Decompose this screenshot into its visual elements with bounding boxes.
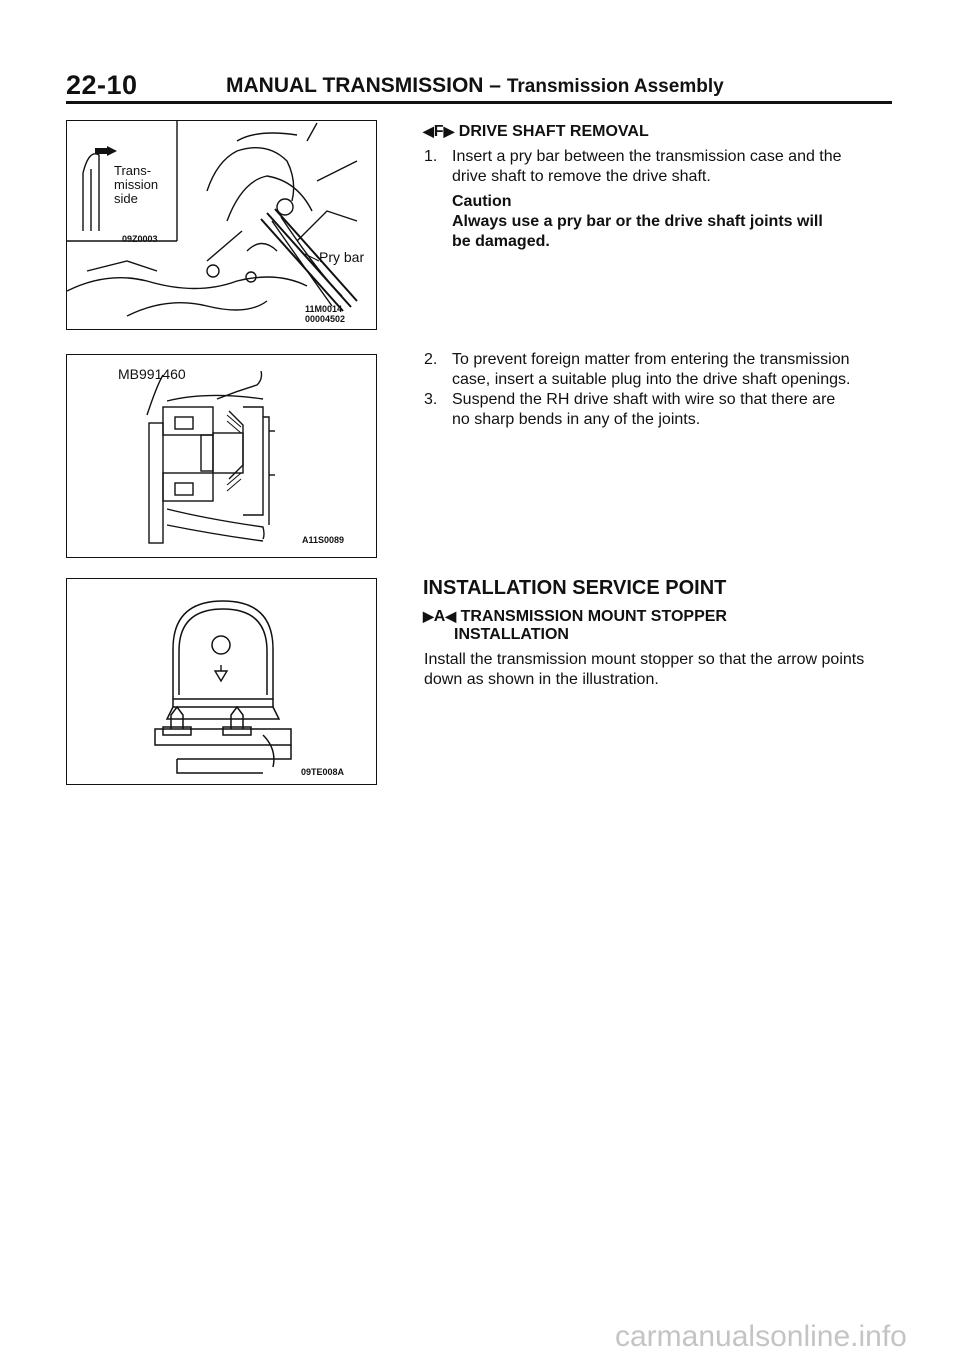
page-number: 22-10 <box>66 70 138 100</box>
installation-subheading <box>423 606 727 627</box>
title-main: MANUAL TRANSMISSION <box>226 74 484 97</box>
installation-marker: A <box>433 608 446 625</box>
header-rule <box>66 101 892 104</box>
step2-line1: To prevent foreign matter from entering the transmission <box>452 351 850 368</box>
marker-right-triangle-icon: ▶ <box>443 123 455 139</box>
section-f-marker: F <box>433 123 444 140</box>
installation-sub-line2: INSTALLATION <box>454 626 569 643</box>
title-dash: – <box>489 74 501 97</box>
installation-sub-line1: TRANSMISSION MOUNT STOPPER <box>460 608 727 625</box>
installation-body-line2: down as shown in the illustration. <box>424 671 659 688</box>
page-title <box>226 74 724 98</box>
label-side: side <box>114 191 138 206</box>
label-tool-mb991460: MB991460 <box>118 366 186 382</box>
label-tool-code: 09Z0003 <box>122 234 158 244</box>
caution-line2: be damaged. <box>452 233 550 250</box>
step3-number: 3. <box>424 391 438 408</box>
step3-line2: no sharp bends in any of the joints. <box>452 411 701 428</box>
marker-left-triangle-icon: ◀ <box>423 123 434 139</box>
installation-heading: INSTALLATION SERVICE POINT <box>423 577 727 599</box>
caution-title: Caution <box>452 193 512 210</box>
section-f-title: DRIVE SHAFT REMOVAL <box>458 123 649 140</box>
figure1-code-1: 11M0014 <box>305 304 343 314</box>
step1-line2: drive shaft to remove the drive shaft. <box>452 168 711 185</box>
figure2-code: A11S0089 <box>302 535 345 545</box>
installation-body-line1: Install the transmission mount stopper so that the arrow points <box>424 651 865 668</box>
step2-line2: case, insert a suitable plug into the drive shaft openings. <box>452 371 851 388</box>
marker-left-triangle-icon: ◀ <box>445 608 457 624</box>
caution-line1: Always use a pry bar or the drive shaft joints will <box>452 213 823 230</box>
step2-number: 2. <box>424 351 438 368</box>
title-sub: Transmission Assembly <box>506 76 724 97</box>
figure-drive-shaft-removal <box>66 120 377 330</box>
figure3-drawing <box>67 579 378 786</box>
label-trans: Trans- <box>114 163 152 178</box>
step1-line1: Insert a pry bar between the transmission case and the <box>452 148 842 165</box>
step3-line1: Suspend the RH drive shaft with wire so that there are <box>452 391 836 408</box>
marker-right-triangle-icon: ▶ <box>423 608 434 624</box>
figure3-code: 09TE008A <box>301 767 345 777</box>
figure-drive-shaft-plug <box>66 354 377 558</box>
section-f-heading <box>423 121 649 142</box>
label-mission: mission <box>114 177 159 192</box>
figure-mount-stopper <box>66 578 377 785</box>
step1-number: 1. <box>424 148 438 165</box>
watermark: carmanualsonline.info <box>615 1320 907 1353</box>
label-pry-bar: Pry bar <box>319 249 365 265</box>
figure1-drawing <box>67 121 378 331</box>
figure1-code-2: 00004502 <box>305 314 346 324</box>
figure2-drawing <box>67 355 378 559</box>
